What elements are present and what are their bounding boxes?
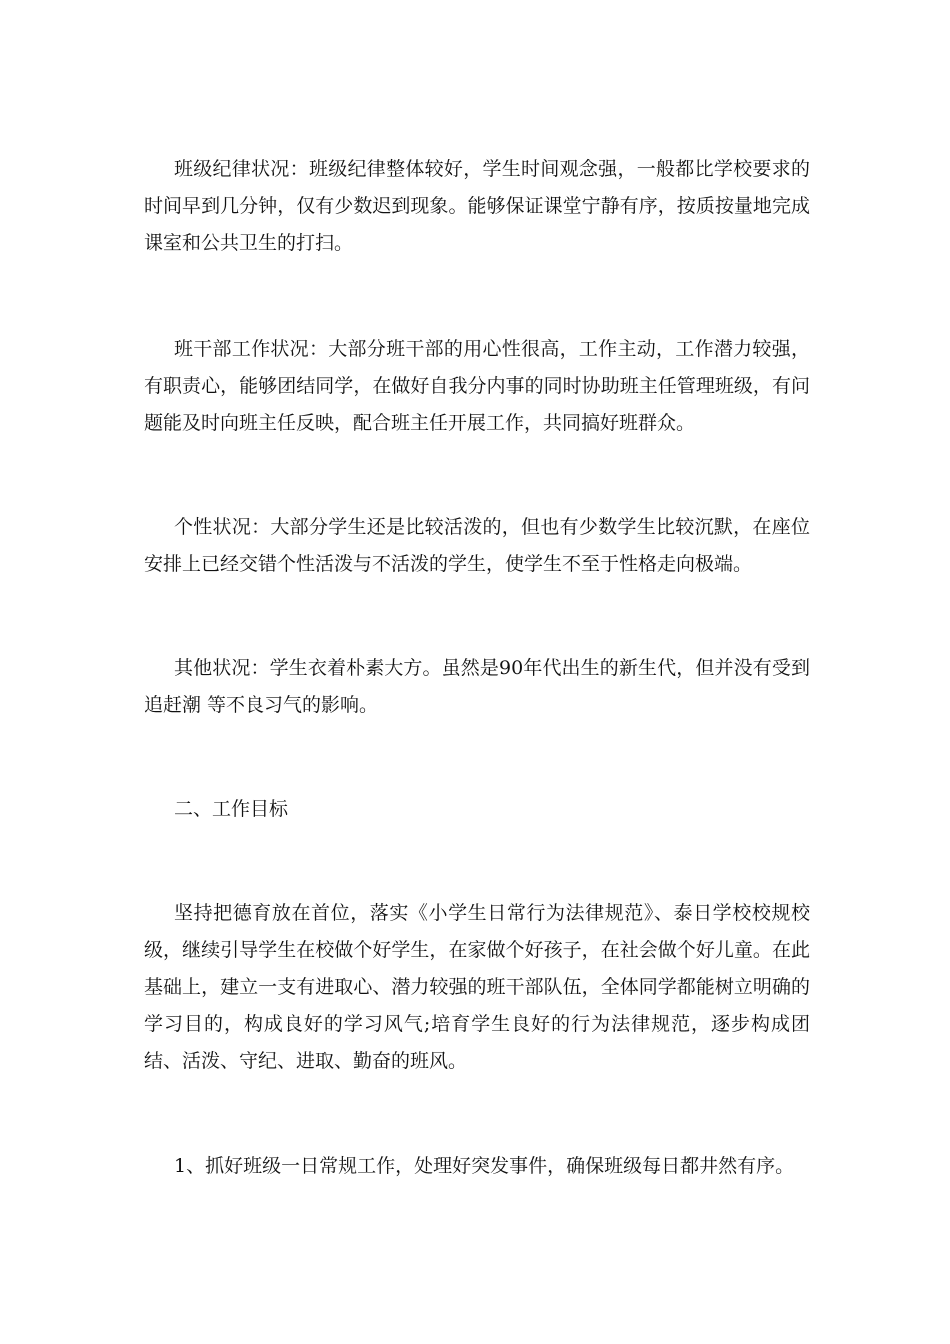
paragraph-class-discipline: 班级纪律状况：班级纪律整体较好，学生时间观念强，一般都比学校要求的时间早到几分钟，仅有少数迟到现象。能够保证课堂宁静有序，按质按量地完成课室和公共卫生的打扫。: [144, 158, 810, 254]
paragraph-other: 其他状况：学生衣着朴素大方。虽然是90年代出生的新生代，但并没有受到 追赶潮 等不良习气的影响。: [144, 657, 810, 716]
paragraph-class-cadres: 班干部工作状况：大部分班干部的用心性很高，工作主动，工作潜力较强，有职责心，能够团结同学，在做好自我分内事的同时协助班主任管理班级，有问题能及时向班主任反映，配合班主任开展工作，共同搞好班群众。: [144, 338, 810, 434]
paragraph-personality: 个性状况：大部分学生还是比较活泼的，但也有少数学生比较沉默，在座位安排上已经交错个性活泼与不活泼的学生，使学生不至于性格走向极端。: [144, 516, 810, 575]
paragraph-moral-education: 坚持把德育放在首位，落实《小学生日常行为法律规范》、泰日学校校规校级，继续引导学生在校做个好学生，在家做个好孩子，在社会做个好儿童。在此基础上，建立一支有进取心、潜力较强的班干部队伍，全体同学都能树立明确的学习目的，构成良好的学习风气;培育学生良好的行为法律规范，逐步构成团结、活泼、守纪、进取、勤奋的班风。: [144, 902, 810, 1072]
section-heading-work-goals: 二、工作目标: [174, 798, 289, 820]
list-item-daily-routine: 1、抓好班级一日常规工作，处理好突发事件，确保班级每日都井然有序。: [174, 1155, 795, 1177]
